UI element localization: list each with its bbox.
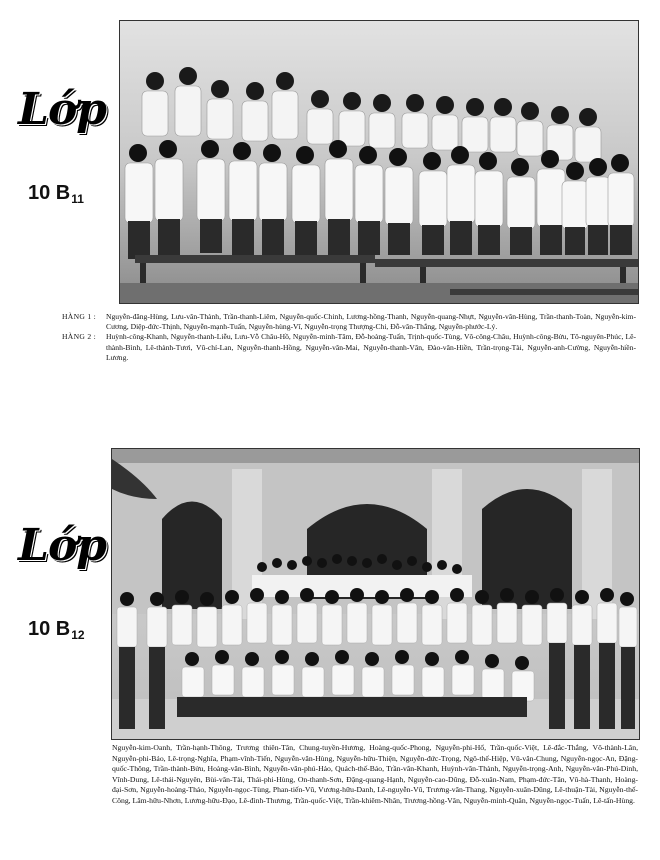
class-10b11-section <box>0 0 660 400</box>
class-name-sub: 12 <box>71 628 85 642</box>
caption-row-names: Huỳnh-công-Khanh, Nguyễn-thanh-Liễu, Lưu-Vỗ Châu-Hồ, Nguyễn-minh-Tâm, Đỗ-hoàng-Tuấn, Trịnh-quốc-Tùng, Võ-công-Châu, Huỳnh-công-Bửu, Tô-nguyên-Phúc, Lê-thành-Bình, Lê-thành-Tươi, Vũ-chí-Lan, Nguyễn-thanh-Hồng, Nguyễn-văn-Mai, Nguyễn-thanh-Vân, Đào-văn-Hiền, Trần-trọng-Tài, Nguyễn-anh-Cường, Nguyễn-hiền-Lương. <box>106 332 636 362</box>
class-name-main: 10 B <box>28 182 71 204</box>
class-name-label <box>28 618 85 641</box>
class-10b12-caption: Nguyễn-kim-Oanh, Trần-hạnh-Thông, Trương thiên-Tân, Chung-tuyền-Hương, Hoàng-quốc-Phong, Nguyễn-phi-Hổ, Trần-quốc-Việt, Lê-đắc-Thắng, Võ-thành-Lân, Nguyễn-phi-Bảo, Lê-trọng-Nghĩa, Phạm-vĩnh-Tiến, Nguyễn-văn-Hùng, Nguyễn-hữu-Thiện, Nguyễn-đức-Trọng, Ngô-thế-Hiệp, Vũ-văn-Chung, Nguyễn-ngọc-An, Đặng-quốc-Thông, Trần-thành-Bửu, Hoàng-văn-Bình, Nguyễn-văn-phú-Hảo, Quách-thế-Bảo, Trần-văn-Khanh, Huỳnh-văn-Thành, Nguyễn-trọng-Anh, Nguyễn-văn-Phú-Dinh, Vĩnh-Dung, Lê-thái-Nguyên, Bùi-văn-Tài, Thái-phi-Hùng, On-thanh-Sơn, Đặng-quang-Hạnh, Nguyễn-cao-Dũng, Đỗ-xuân-Nam, Phạm-đức-Tân, Vũ-hà-Thanh, Hoàng-đại-Sơn, Nguyễn-hoàng-Thảo, Nguyễn-ngọc-Tùng, Phan-tiến-Vũ, Vương-hữu-Danh, Lê-nguyễn-Vũ, Trương-văn-Thang, Nguyễn-xuân-Dũng, Lê-thuận-Tài, Nguyễn-thế-Công, Lâm-hữu-Nhơn, Lương-hữu-Đạo, Lê-đình-Thương, Trần-quốc-Việt, Trần-khiêm-Nhân, Trương-hồng-Vân, Nguyễn-minh-Quân, Nguyễn-ngọc-Tuấn, Lê-tấn-Hùng. <box>112 743 638 805</box>
class-name-main: 10 B <box>28 618 71 640</box>
class-photo-10b11 <box>119 20 639 304</box>
class-name-sub: 11 <box>71 192 84 206</box>
caption-row-label: HÀNG 1 : <box>62 312 97 321</box>
class-10b11-caption <box>62 312 636 363</box>
lop-heading: Lớp <box>18 520 107 571</box>
lop-heading: Lớp <box>18 84 107 135</box>
caption-row-names: Nguyễn-đăng-Hùng, Lưu-văn-Thành, Trần-thanh-Liêm, Nguyễn-quốc-Chinh, Lương-hồng-Thanh, Nguyễn-quang-Nhựt, Nguyễn-văn-Hùng, Trần-thanh-Toàn, Nguyễn-kim-Cương, Diệp-đức-Thịnh, Nguyễn-mạnh-Tuấn, Nguyễn-hùng-Vĩ, Nguyễn-trọng Thượng-Chi, Đỗ-văn-Thắng, Nguyễn-phước-Lý. <box>106 312 636 332</box>
caption-row <box>62 332 636 363</box>
class-photo-10b11-drawing <box>120 21 638 303</box>
class-photo-10b12-drawing <box>112 449 639 739</box>
class-10b12-section <box>0 420 660 860</box>
caption-row <box>62 312 636 332</box>
caption-row-label: HÀNG 2 : <box>62 332 97 342</box>
class-name-label <box>28 182 84 205</box>
class-photo-10b12 <box>111 448 640 740</box>
